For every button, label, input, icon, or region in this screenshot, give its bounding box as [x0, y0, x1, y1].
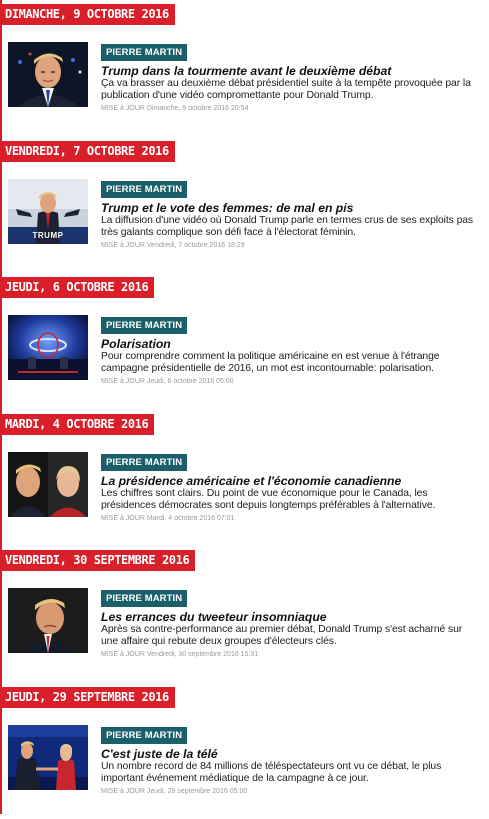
day-section [0, 410, 489, 547]
article-summary: Les chiffres sont clairs. Du point de vue économique pour le Canada, les présidences démocrates sont depuis longtemps préférables à l'alternative. [101, 488, 481, 512]
author-badge[interactable]: PIERRE MARTIN [101, 181, 187, 198]
day-section [0, 137, 489, 274]
article-teaser [101, 452, 481, 525]
article-thumbnail[interactable] [8, 315, 88, 380]
date-header: VENDREDI, 7 OCTOBRE 2016 [0, 141, 175, 162]
article-title[interactable]: Les errances du tweeteur insomniaque [101, 611, 481, 624]
update-timestamp: MISE à JOUR Vendredi, 7 octobre 2016 18:29 [101, 240, 481, 252]
author-badge[interactable]: PIERRE MARTIN [101, 590, 187, 607]
article-summary: Ça va brasser au deuxième débat présidentiel suite à la tempête provoquée par la publication d'une vidéo compromettante pour Donald Trump. [101, 78, 481, 102]
article-teaser [101, 725, 481, 798]
article-summary: Un nombre record de 84 millions de téléspectateurs ont vu ce débat, le plus important événement médiatique de la campagne à ce jour. [101, 761, 481, 785]
article-title[interactable]: Polarisation [101, 338, 481, 351]
podium-sign-text: TRUMP [28, 231, 68, 241]
update-timestamp: MISE à JOUR Jeudi, 29 septembre 2016 05:00 [101, 786, 481, 798]
update-timestamp: MISE à JOUR Vendredi, 30 septembre 2016 15:31 [101, 649, 481, 661]
day-section [0, 273, 489, 410]
date-header: JEUDI, 29 SEPTEMBRE 2016 [0, 687, 175, 708]
article-thumbnail[interactable] [8, 588, 88, 653]
date-header: MARDI, 4 OCTOBRE 2016 [0, 414, 154, 435]
debate-stage-thumbnail-image [8, 315, 88, 380]
date-header: VENDREDI, 30 SEPTEMBRE 2016 [0, 550, 195, 571]
article-summary: La diffusion d'une vidéo où Donald Trump parle en termes crus de ses exploits pas très galants complique son défi face à l'électorat féminin. [101, 215, 481, 239]
article-summary: Après sa contre-performance au premier débat, Donald Trump s'est acharné sur une affaire qui rebute deux groupes d'électeurs clés. [101, 624, 481, 648]
article-thumbnail[interactable] [8, 725, 88, 790]
author-badge[interactable]: PIERRE MARTIN [101, 727, 187, 744]
update-timestamp: MISE à JOUR Jeudi, 6 octobre 2016 05:00 [101, 376, 481, 388]
trump-clinton-thumbnail-image [8, 452, 88, 517]
article-thumbnail[interactable] [8, 179, 88, 244]
article-title[interactable]: C'est juste de la télé [101, 748, 481, 761]
debate-handshake-thumbnail-image [8, 725, 88, 790]
article-teaser [101, 42, 481, 115]
day-section [0, 546, 489, 683]
date-header: DIMANCHE, 9 OCTOBRE 2016 [0, 4, 175, 25]
author-badge[interactable]: PIERRE MARTIN [101, 44, 187, 61]
update-timestamp: MISE à JOUR Dimanche, 9 octobre 2016 20:54 [101, 103, 481, 115]
article-thumbnail[interactable] [8, 452, 88, 517]
trump-thumbnail-image [8, 42, 88, 107]
update-timestamp: MISE à JOUR Mardi, 4 octobre 2016 07:01 [101, 513, 481, 525]
article-title[interactable]: La présidence américaine et l'économie canadienne [101, 475, 481, 488]
article-title[interactable]: Trump et le vote des femmes: de mal en pis [101, 202, 481, 215]
trump-portrait-thumbnail-image [8, 588, 88, 653]
article-teaser [101, 588, 481, 661]
date-header: JEUDI, 6 OCTOBRE 2016 [0, 277, 154, 298]
article-teaser [101, 179, 481, 252]
day-section [0, 683, 489, 819]
article-summary: Pour comprendre comment la politique américaine en est venue à l'étrange campagne présidentielle de 2016, un mot est incontournable: polarisation. [101, 351, 481, 375]
article-teaser [101, 315, 481, 388]
author-badge[interactable]: PIERRE MARTIN [101, 317, 187, 334]
day-section [0, 0, 489, 137]
article-title[interactable]: Trump dans la tourmente avant le deuxième débat [101, 65, 481, 78]
article-thumbnail[interactable] [8, 42, 88, 107]
author-badge[interactable]: PIERRE MARTIN [101, 454, 187, 471]
